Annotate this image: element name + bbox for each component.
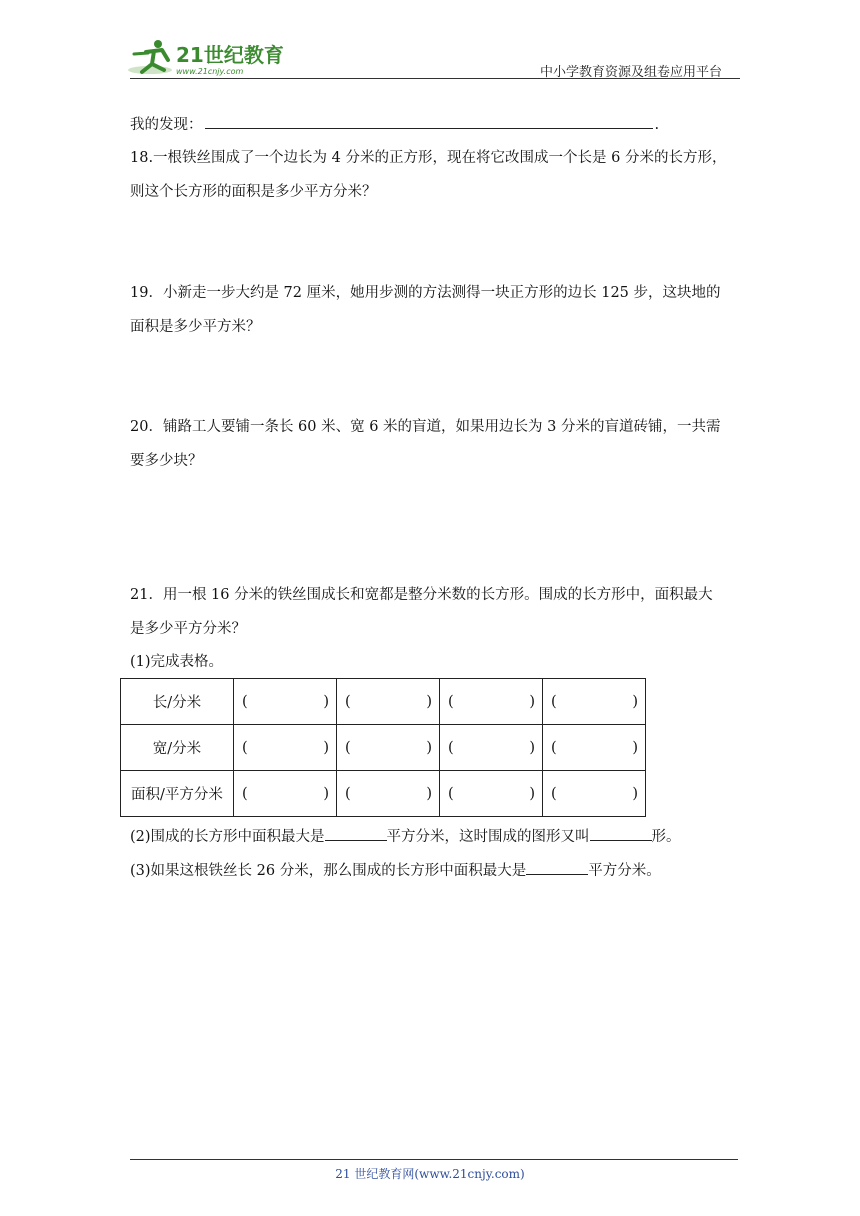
footer-divider xyxy=(130,1159,738,1160)
max-area-26-blank[interactable] xyxy=(526,860,588,875)
header-divider xyxy=(130,78,740,79)
q20-line2: 要多少块？ xyxy=(130,453,203,469)
q20-line1: 20．铺路工人要铺一条长 60 米、宽 6 米的盲道，如果用边长为 3 分米的盲道砖铺，一共需 xyxy=(130,419,721,435)
table-row xyxy=(121,771,646,817)
answer-cell[interactable] xyxy=(543,679,646,725)
max-area-blank[interactable] xyxy=(325,826,387,841)
part3-text-a: (3)如果这根铁丝长 26 分米，那么围成的长方形中面积最大是 xyxy=(130,863,527,879)
platform-name: 中小学教育资源及组卷应用平台 xyxy=(539,65,722,80)
discovery-answer-blank[interactable] xyxy=(205,114,653,129)
answer-cell[interactable] xyxy=(337,725,440,771)
discovery-line xyxy=(130,114,659,135)
answer-cell[interactable] xyxy=(234,771,337,817)
open-paren: ( xyxy=(345,693,351,710)
open-paren: ( xyxy=(242,739,248,756)
q19-line1: 19．小新走一步大约是 72 厘米，她用步测的方法测得一块正方形的边长 125 步，这块地的 xyxy=(130,285,721,301)
answer-cell[interactable] xyxy=(234,679,337,725)
open-paren: ( xyxy=(448,739,454,756)
footer-text: 21 世纪教育网(www.21cnjy.com) xyxy=(335,1167,525,1181)
open-paren: ( xyxy=(345,785,351,802)
row-header-area: 面积/平方分米 xyxy=(121,771,234,817)
open-paren: ( xyxy=(551,785,557,802)
open-paren: ( xyxy=(448,785,454,802)
logo-runner-icon xyxy=(124,36,294,80)
part2-text-c: 形。 xyxy=(651,829,681,845)
site-logo xyxy=(124,36,294,80)
discovery-label: 我的发现： xyxy=(130,117,203,133)
answer-cell[interactable] xyxy=(543,725,646,771)
answer-cell[interactable] xyxy=(440,771,543,817)
close-paren: ) xyxy=(323,785,329,802)
answer-cell[interactable] xyxy=(337,679,440,725)
table-row xyxy=(121,725,646,771)
open-paren: ( xyxy=(551,739,557,756)
q21-part1: (1)完成表格。 xyxy=(130,654,224,670)
part2-text-a: (2)围成的长方形中面积最大是 xyxy=(130,829,325,845)
shape-name-blank[interactable] xyxy=(590,826,652,841)
open-paren: ( xyxy=(448,693,454,710)
close-paren: ) xyxy=(632,785,638,802)
q18-line2: 则这个长方形的面积是多少平方分米？ xyxy=(130,184,377,200)
row-header-length: 长/分米 xyxy=(121,679,234,725)
answer-cell[interactable] xyxy=(337,771,440,817)
close-paren: ) xyxy=(529,693,535,710)
row-header-width: 宽/分米 xyxy=(121,725,234,771)
answer-cell[interactable] xyxy=(440,725,543,771)
open-paren: ( xyxy=(345,739,351,756)
answer-cell[interactable] xyxy=(543,771,646,817)
table-row xyxy=(121,679,646,725)
q21-line2: 是多少平方分米？ xyxy=(130,621,246,637)
part3-text-b: 平方分米。 xyxy=(588,863,661,879)
close-paren: ) xyxy=(632,693,638,710)
q21-part3 xyxy=(130,860,661,881)
q21-table xyxy=(120,678,646,817)
answer-cell[interactable] xyxy=(440,679,543,725)
close-paren: ) xyxy=(426,739,432,756)
close-paren: ) xyxy=(323,739,329,756)
close-paren: ) xyxy=(632,739,638,756)
part2-text-b: 平方分米，这时围成的图形又叫 xyxy=(386,829,590,845)
answer-cell[interactable] xyxy=(234,725,337,771)
q19-line2: 面积是多少平方米？ xyxy=(130,319,261,335)
open-paren: ( xyxy=(242,785,248,802)
close-paren: ) xyxy=(426,693,432,710)
q21-part2 xyxy=(130,826,681,847)
q18-line1: 18.一根铁丝围成了一个边长为 4 分米的正方形，现在将它改围成一个长是 6 分米的长方形， xyxy=(130,150,727,166)
open-paren: ( xyxy=(242,693,248,710)
close-paren: ) xyxy=(529,785,535,802)
q21-line1: 21．用一根 16 分米的铁丝围成长和宽都是整分米数的长方形。围成的长方形中，面积最大 xyxy=(130,587,713,603)
logo-url-text: www.21cnjy.com xyxy=(176,67,244,76)
close-paren: ) xyxy=(426,785,432,802)
discovery-end: . xyxy=(654,117,660,133)
close-paren: ) xyxy=(529,739,535,756)
close-paren: ) xyxy=(323,693,329,710)
open-paren: ( xyxy=(551,693,557,710)
logo-text: 21世纪教育 xyxy=(176,43,284,67)
